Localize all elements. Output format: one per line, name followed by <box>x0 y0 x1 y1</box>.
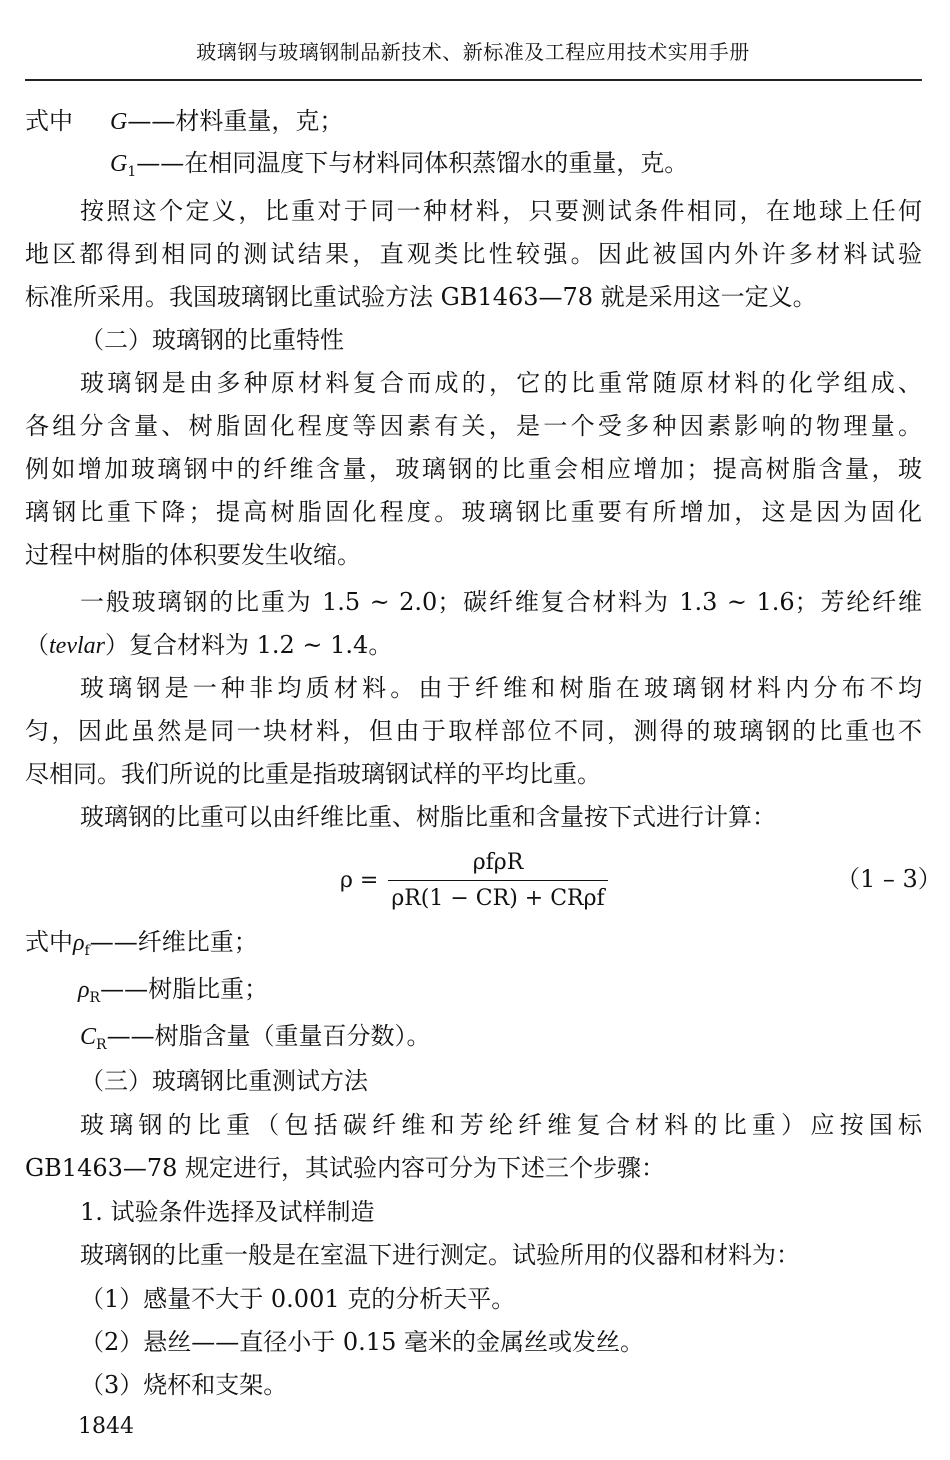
density-formula <box>340 846 610 920</box>
equation-number: （1 – 3） <box>836 865 942 893</box>
list-item-3: （3）烧杯和支架。 <box>80 1371 288 1399</box>
formula-denominator: ρR(1 − CR) + CRρf <box>391 886 605 911</box>
paragraph-5-line-1: 玻璃钢的比重可以由纤维比重、树脂比重和含量按下式进行计算： <box>80 803 776 831</box>
definition-g1 <box>110 148 688 187</box>
definition-rho-f: 式中$\rho_f——$纤维比重； <box>25 928 258 959</box>
paragraph-7: 玻璃钢的比重一般是在室温下进行测定。试验所用的仪器和材料为： <box>80 1241 800 1269</box>
paragraph-2-line-3: 例如增加玻璃钢中的纤维含量，玻璃钢的比重会相应增加；提高树脂含量，玻 <box>25 455 922 483</box>
formula-lhs: ρ = <box>340 868 379 893</box>
paragraph-4-line-3: 尽相同。我们所说的比重是指玻璃钢试样的平均比重。 <box>25 760 601 788</box>
symbol-g1: G <box>110 151 128 177</box>
definition-c-r: $C_R——$树脂含量（重量百分数）。 <box>80 1022 431 1053</box>
formula-fraction <box>388 846 608 915</box>
definition-rho-r-text: ——树脂比重； <box>100 975 269 1003</box>
list-item-2: （2）悬丝——直径小于 0.15 毫米的金属丝或发丝。 <box>80 1328 644 1356</box>
paragraph-6-line-1: 玻璃钢的比重（包括碳纤维和芳纶纤维复合材料的比重）应按国标 <box>80 1111 922 1139</box>
definition-g1-text: ——在相同温度下与材料同体积蒸馏水的重量，克。 <box>136 149 689 177</box>
paragraph-4-line-1: 玻璃钢是一种非均质材料。由于纤维和树脂在玻璃钢材料内分布不均 <box>80 674 922 702</box>
definition-rho-f-text: ——纤维比重； <box>89 928 258 956</box>
step-1-heading: 1. 试验条件选择及试样制造 <box>80 1198 375 1226</box>
where-label: 式中 <box>25 107 73 135</box>
paragraph-3-line-1: 一般玻璃钢的比重为 1.5 ~ 2.0；碳纤维复合材料为 1.3 ~ 1.6；芳纶纤维 <box>80 588 922 616</box>
paragraph-3-line-2-text: ）复合材料为 1.2 ~ 1.4。 <box>104 631 393 659</box>
paragraph-2-line-5: 过程中树脂的体积要发生收缩。 <box>25 541 361 569</box>
paragraph-1-line-1: 按照这个定义，比重对于同一种材料，只要测试条件相同，在地球上任何 <box>80 197 922 225</box>
term-tevlar: tevlar <box>49 633 105 659</box>
symbol-g: G <box>110 109 128 135</box>
paragraph-6-line-2: GB1463—78 规定进行，其试验内容可分为下述三个步骤： <box>25 1154 666 1182</box>
definition-c-r-text: ——树脂含量（重量百分数）。 <box>106 1022 431 1050</box>
paragraph-2-line-4: 璃钢比重下降；提高树脂固化程度。玻璃钢比重要有所增加，这是因为固化 <box>25 498 922 526</box>
section-heading-3: （三）玻璃钢比重测试方法 <box>80 1067 368 1095</box>
paragraph-1-line-2: 地区都得到相同的测试结果，直观类比性较强。因此被国内外许多材料试验 <box>25 240 922 268</box>
running-header: 玻璃钢与玻璃钢制品新技术、新标准及工程应用技术实用手册 <box>196 40 750 64</box>
where-label-2: 式中 <box>25 928 73 956</box>
formula-numerator: ρfρR <box>472 850 524 875</box>
definition-rho-r: $\rho_R——$树脂比重； <box>78 975 269 1006</box>
list-item-1: （1）感量不大于 0.001 克的分析天平。 <box>80 1285 516 1313</box>
definition-g-text: ——材料重量，克； <box>127 107 344 135</box>
paragraph-4-line-2: 匀，因此虽然是同一块材料，但由于取样部位不同，测得的玻璃钢的比重也不 <box>25 717 922 745</box>
section-heading-2: （二）玻璃钢的比重特性 <box>80 326 344 354</box>
page-number: 1844 <box>78 1414 134 1439</box>
header-rule <box>25 79 922 81</box>
paragraph-1-line-3: 标准所采用。我国玻璃钢比重试验方法 GB1463—78 就是采用这一定义。 <box>25 283 817 311</box>
paragraph-2-line-2: 各组分含量、树脂固化程度等因素有关，是一个受多种因素影响的物理量。 <box>25 412 922 440</box>
definition-g <box>110 106 343 137</box>
paragraph-3-line-2 <box>25 630 922 661</box>
paragraph-2-line-1: 玻璃钢是由多种原材料复合而成的，它的比重常随原材料的化学组成、 <box>80 369 922 397</box>
paren-open: （ <box>25 631 49 659</box>
symbol-g1-subscript: 1 <box>127 164 137 180</box>
